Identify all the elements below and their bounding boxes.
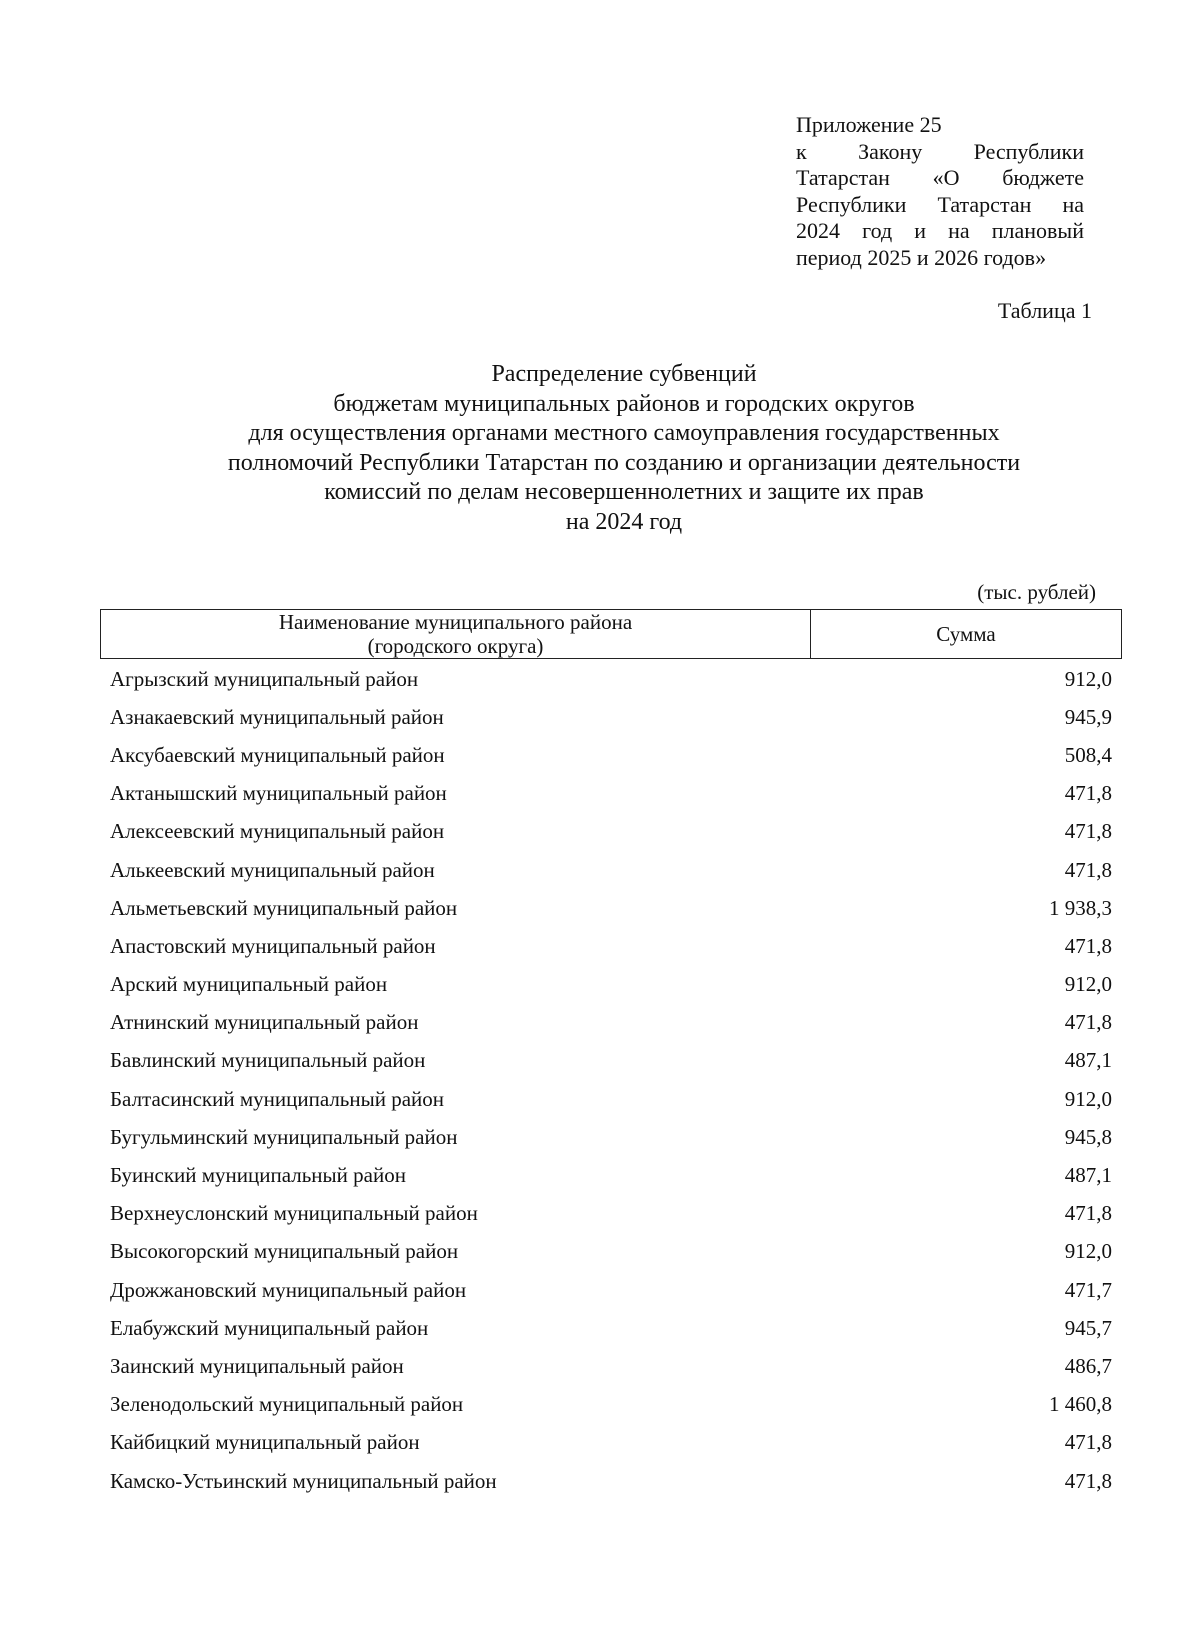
header-name-line: Наименование муниципального района [278,610,633,634]
table-row [110,1386,1112,1424]
title-line: бюджетам муниципальных районов и городских округов [333,390,915,417]
row-value: 912,0 [1064,972,1112,997]
row-name: Камско-Устьинский муниципальный район [110,1468,497,1493]
title-line: Распределение субвенций [491,361,757,387]
row-value: 1 460,8 [1049,1392,1112,1417]
row-name: Зеленодольский муниципальный район [110,1392,464,1417]
title-line: полномочий Республики Татарстан по созданию и организации деятельности [227,449,1021,476]
row-name: Дрожжановский муниципальный район [110,1277,467,1302]
table-row [110,698,1112,736]
table-row [110,1195,1112,1233]
row-name: Кайбицкий муниципальный район [110,1430,420,1455]
row-value: 508,4 [1064,742,1112,767]
row-name: Высокогорский муниципальный район [110,1239,459,1264]
appendix-block [796,112,1084,271]
row-name: Алексеевский муниципальный район [110,819,445,844]
table-row [110,660,1112,698]
row-name: Заинский муниципальный район [110,1353,404,1378]
table-row [110,813,1112,851]
row-value: 471,7 [1064,1277,1112,1302]
row-name: Альметьевский муниципальный район [110,895,458,920]
table-label: Таблица 1 [997,298,1092,323]
header-sum-cell [811,610,1121,658]
table-body [110,660,1112,1500]
row-value: 471,8 [1064,1201,1112,1226]
table-row [110,927,1112,965]
row-name: Верхнеуслонский муниципальный район [110,1201,478,1226]
table-row [110,1462,1112,1500]
row-value: 487,1 [1064,1048,1112,1073]
row-name: Актанышский муниципальный район [110,781,447,806]
row-name: Бавлинский муниципальный район [110,1048,426,1073]
row-value: 945,7 [1064,1315,1112,1340]
row-name: Бугульминский муниципальный район [110,1124,458,1149]
row-name: Алькеевский муниципальный район [110,857,435,882]
row-value: 487,1 [1064,1163,1112,1188]
table-row [110,851,1112,889]
table-row [110,1233,1112,1271]
row-value: 1 938,3 [1049,895,1112,920]
row-name: Азнакаевский муниципальный район [110,704,444,729]
row-value: 471,8 [1064,1430,1112,1455]
appendix-line: к Закону Республики [796,138,1084,164]
table-row [110,1118,1112,1156]
row-value: 471,8 [1064,933,1112,958]
row-name: Аксубаевский муниципальный район [110,742,445,767]
row-value: 471,8 [1064,819,1112,844]
table-row [110,889,1112,927]
appendix-line: Приложение 25 [796,112,942,137]
table-row [110,1080,1112,1118]
table-row [110,1271,1112,1309]
header-sum-label: Сумма [936,622,996,646]
appendix-line: Республики Татарстан на [796,191,1084,217]
table-row [110,736,1112,774]
row-name: Апастовский муниципальный район [110,933,436,958]
row-value: 912,0 [1064,1086,1112,1111]
table-row [110,966,1112,1004]
title-line: на 2024 год [565,508,683,535]
table-header [100,609,1122,659]
appendix-line: период 2025 и 2026 годов» [796,244,1047,270]
appendix-line: 2024 год и на плановый [796,218,1084,243]
table-row [110,775,1112,813]
table-row [110,1347,1112,1385]
row-name: Арский муниципальный район [110,972,388,997]
units-label: (тыс. рублей) [977,580,1096,604]
row-value: 471,8 [1064,781,1112,806]
table-row [110,1042,1112,1080]
row-value: 945,9 [1064,704,1112,729]
table-row [110,1156,1112,1194]
table-row [110,1004,1112,1042]
row-value: 912,0 [1064,1239,1112,1264]
appendix-line: Татарстан «О бюджете [796,165,1084,190]
row-name: Буинский муниципальный район [110,1163,406,1188]
row-name: Елабужский муниципальный район [110,1315,429,1340]
row-name: Атнинский муниципальный район [110,1010,419,1035]
row-name: Агрызский муниципальный район [110,666,419,691]
document-title [100,360,1148,537]
header-name-line: (городского округа) [367,634,544,658]
title-line: для осуществления органами местного самоуправления государственных [248,420,1000,446]
header-name-cell [101,610,811,658]
row-value: 471,8 [1064,857,1112,882]
row-value: 471,8 [1064,1010,1112,1035]
row-value: 486,7 [1064,1353,1112,1378]
table-row [110,1424,1112,1462]
table-row [110,1309,1112,1347]
row-value: 471,8 [1064,1468,1112,1493]
row-value: 912,0 [1064,666,1112,691]
row-name: Балтасинский муниципальный район [110,1086,445,1111]
row-value: 945,8 [1064,1124,1112,1149]
title-line: комиссий по делам несовершеннолетних и защите их прав [324,479,924,505]
